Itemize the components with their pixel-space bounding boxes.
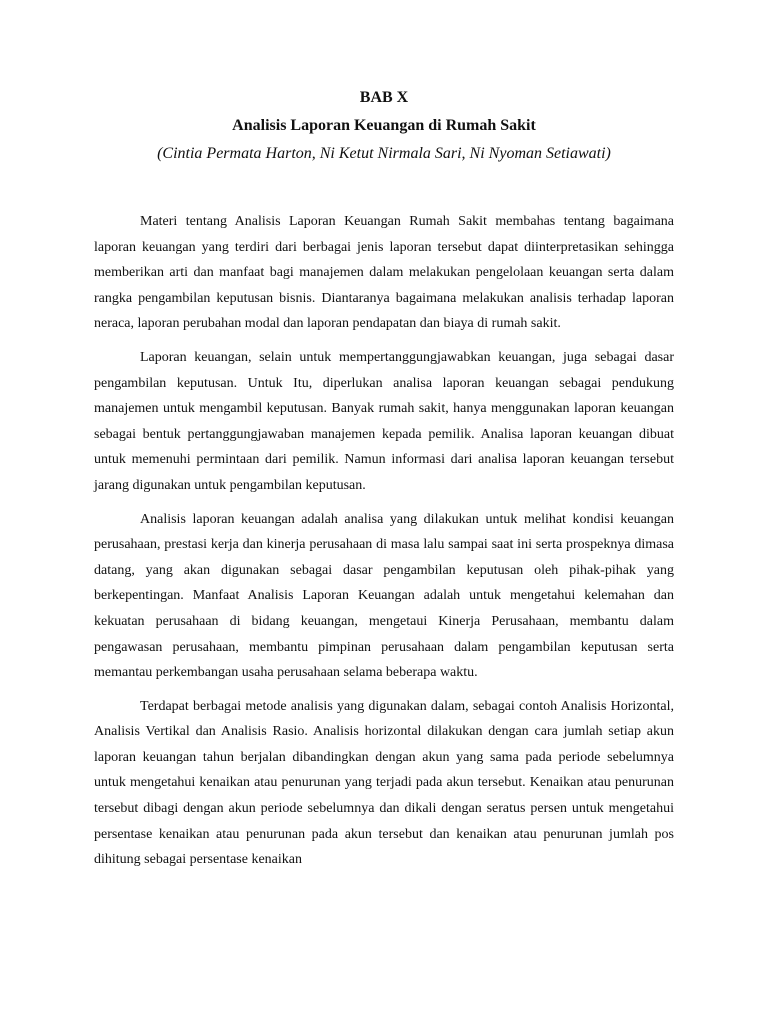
document-body (94, 209, 674, 873)
body-paragraph: Laporan keuangan, selain untuk mempertanggungjawabkan keuangan, juga sebagai dasar pengambilan keputusan. Untuk Itu, diperlukan analisa laporan keuangan sebagai pendukung manajemen untuk mengambil keputusan. Banyak rumah sakit, hanya menggunakan laporan keuangan sebagai bentuk pertanggungjawaban manajemen kepada pemilik. Analisa laporan keuangan dibuat untuk memenuhi permintaan dari pemilik. Namun informasi dari analisa laporan keuangan tersebut jarang digunakan untuk pengambilan keputusan. (94, 349, 674, 493)
chapter-title: Analisis Laporan Keuangan di Rumah Sakit (232, 117, 536, 134)
body-paragraph: Terdapat berbagai metode analisis yang digunakan dalam, sebagai contoh Analisis Horizontal, Analisis Vertikal dan Analisis Rasio. Analisis horizontal dilakukan dengan cara jumlah setiap akun laporan keuangan tahun berjalan dibandingkan dengan akun yang sama pada periode sebelumnya untuk mengetahui kenaikan atau penurunan yang terjadi pada akun tersebut. Kenaikan atau penurunan tersebut dibagi dengan akun periode sebelumnya dan dikali dengan seratus persen untuk mengetahui persentase kenaikan atau penurunan pada akun tersebut dan kenaikan atau penurunan jumlah pos dihitung sebagai persentase kenaikan (94, 698, 674, 868)
body-paragraph: Materi tentang Analisis Laporan Keuangan Rumah Sakit membahas tentang bagaimana laporan keuangan yang terdiri dari berbagai jenis laporan tersebut dapat diinterpretasikan sehingga memberikan arti dan manfaat bagi manajemen dalam melakukan pengelolaan keuangan serta dalam rangka pengambilan keputusan bisnis. Diantaranya bagaimana melakukan analisis terhadap laporan neraca, laporan perubahan modal dan laporan pendapatan dan biaya di rumah sakit. (94, 214, 674, 332)
chapter-authors: (Cintia Permata Harton, Ni Ketut Nirmala Sari, Ni Nyoman Setiawati) (157, 145, 611, 162)
chapter-heading: BAB X (359, 89, 409, 106)
body-paragraph: Analisis laporan keuangan adalah analisa yang dilakukan untuk melihat kondisi keuangan perusahaan, prestasi kerja dan kinerja perusahaan di masa lalu sampai saat ini serta prospeknya dimasa datang, yang akan digunakan sebagai dasar pengambilan keputusan oleh pihak-pihak yang berkepentingan. Manfaat Analisis Laporan Keuangan adalah untuk mengetahui kelemahan dan kekuatan perusahaan di bidang keuangan, mengetaui Kinerja Perusahaan, membantu dalam pengawasan perusahaan, membantu pimpinan perusahaan dalam pengambilan keputusan serta memantau perkembangan usaha perusahaan selama beberapa waktu. (94, 511, 674, 681)
